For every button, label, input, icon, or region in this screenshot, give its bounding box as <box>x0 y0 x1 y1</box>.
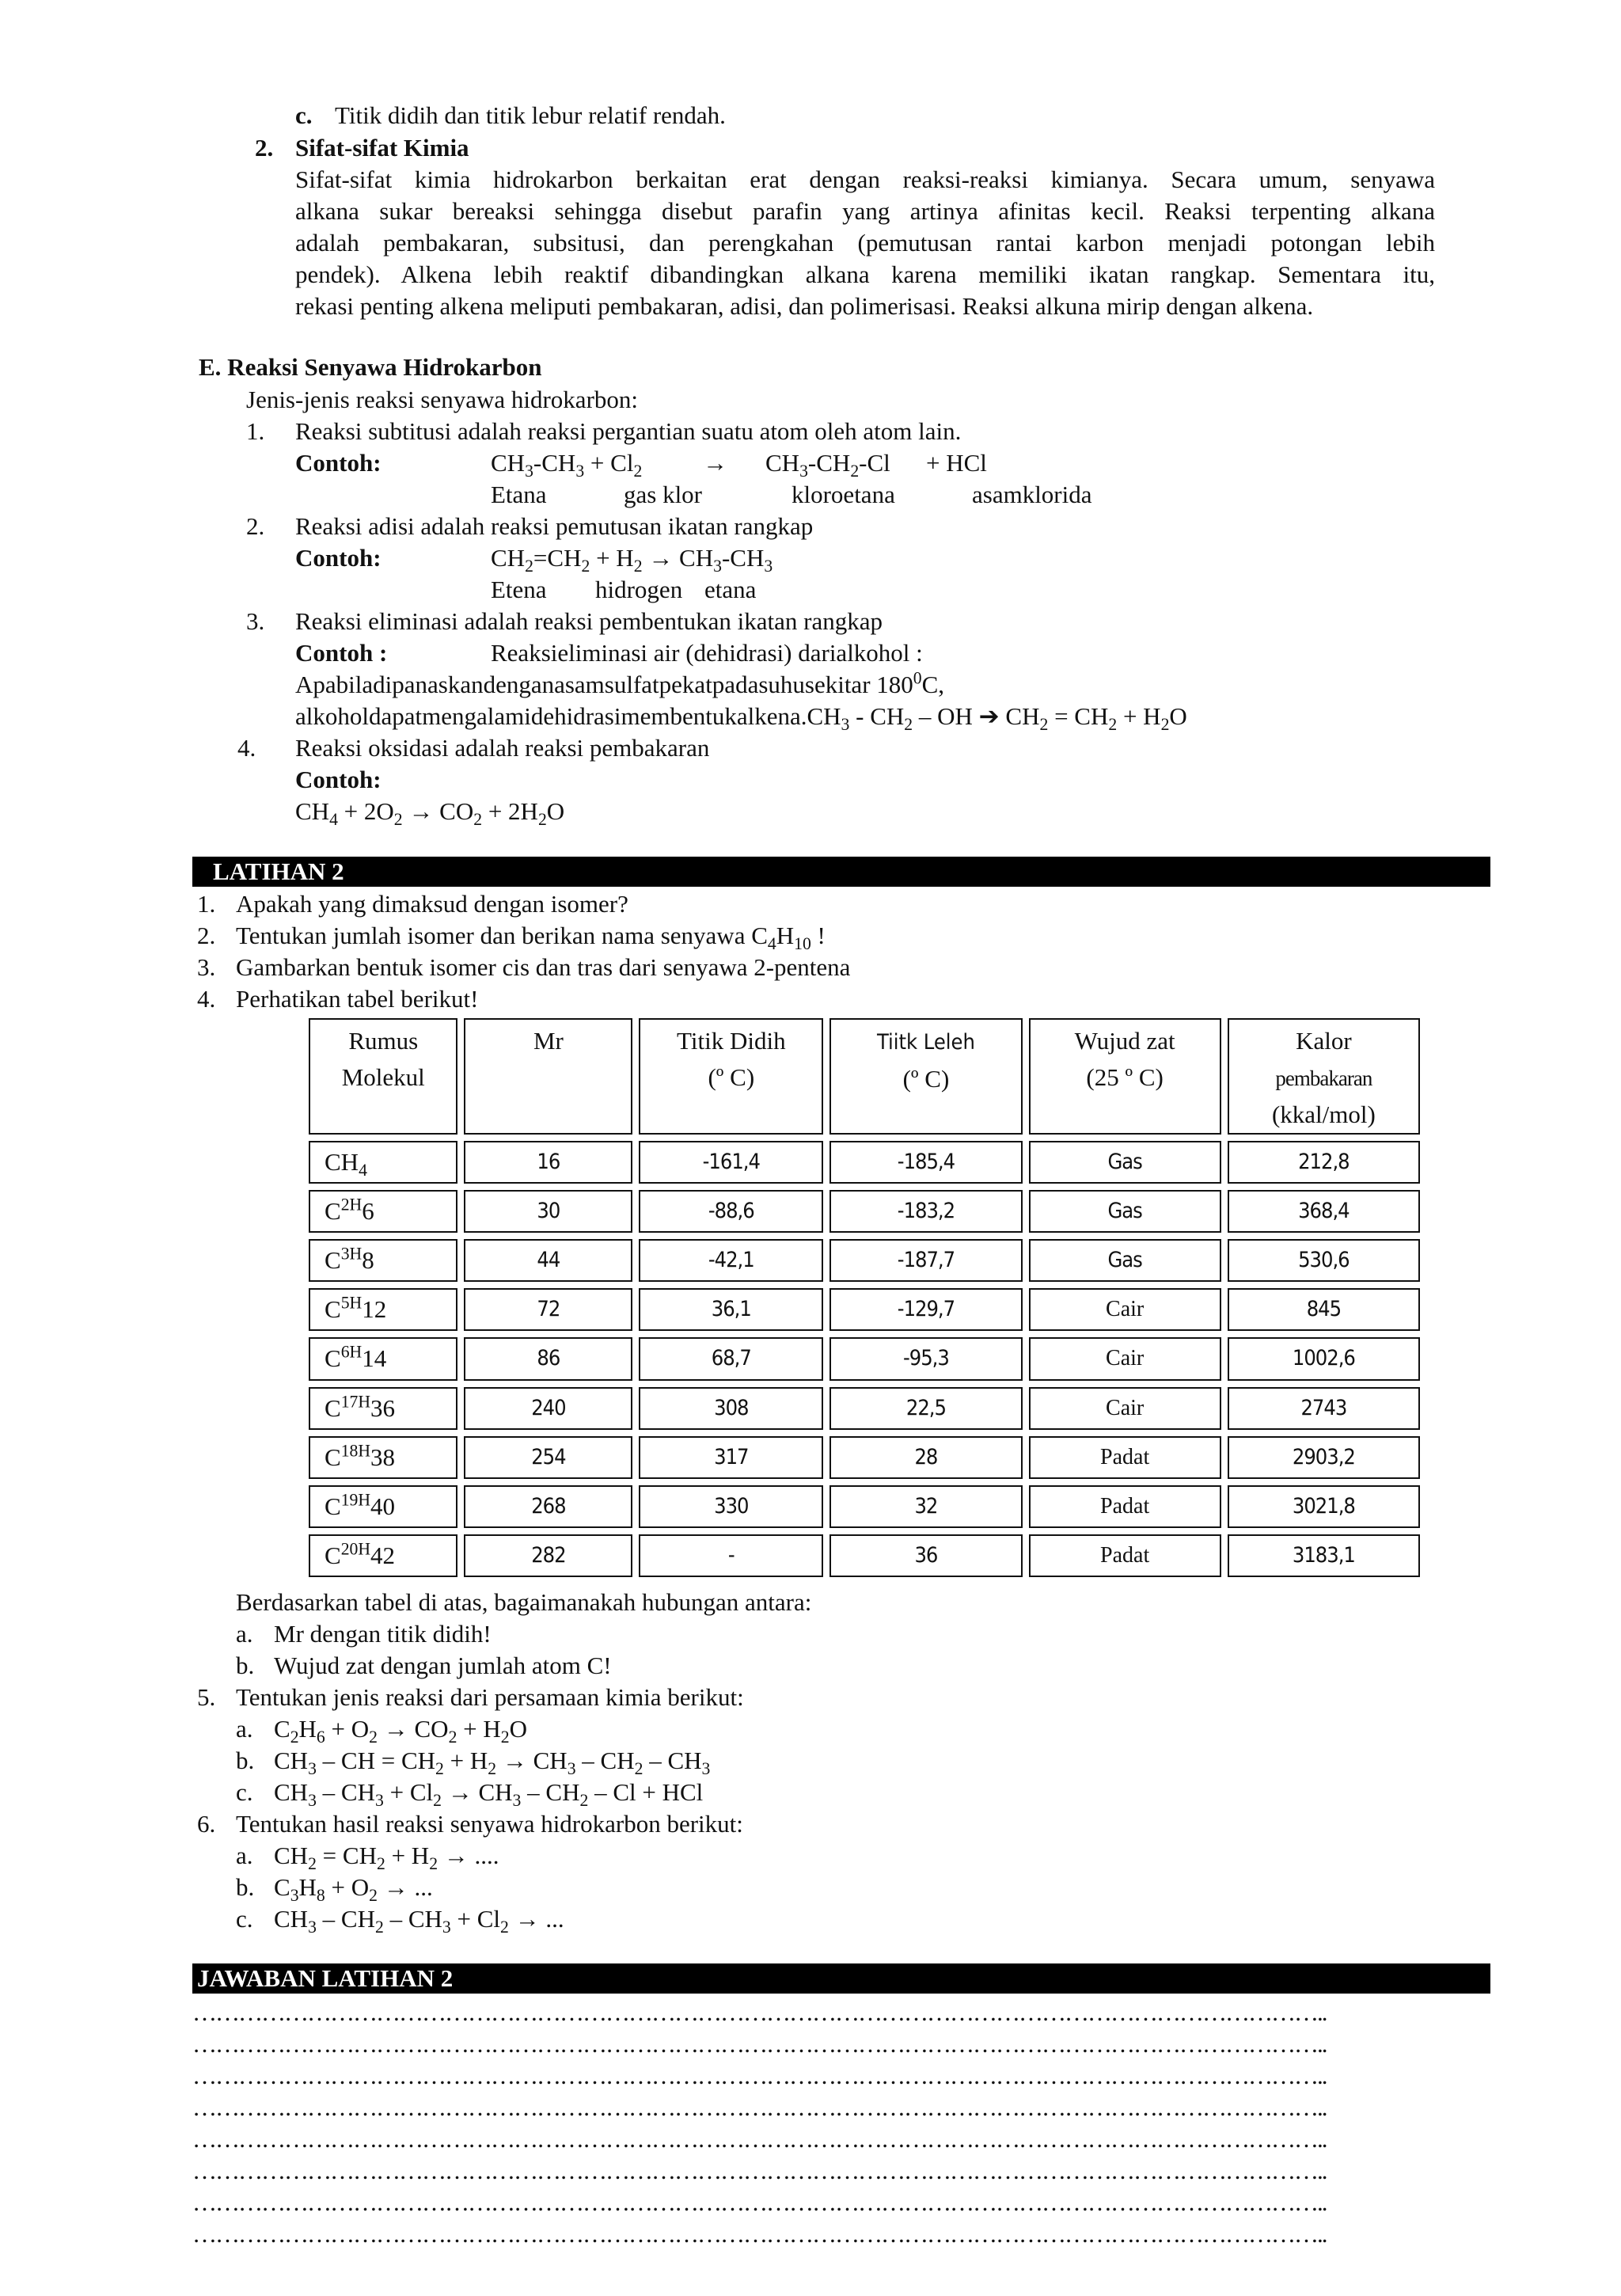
answer-line[interactable]: ………………………………………………………………………………………………………………………………….. <box>192 2030 1327 2058</box>
header-rumus-molekul: Rumus Molekul <box>309 1018 457 1135</box>
header-mr: Mr <box>464 1018 632 1135</box>
q5a-equation: $C_2H_6 + O_2 \to CO_2 + H_2O$ <box>274 1715 528 1747</box>
q6a-equation: $CH_2 = CH_2 + H_2$ → .... <box>274 1842 499 1874</box>
answer-line[interactable]: ………………………………………………………………………………………………………………………………….. <box>192 2062 1327 2089</box>
cell-titik-leleh: -129,7 <box>829 1288 1022 1331</box>
q5c-label: c. <box>236 1778 253 1806</box>
answer-line[interactable]: ………………………………………………………………………………………………………………………………….. <box>192 1998 1327 2026</box>
cell-titik-didih: 330 <box>639 1485 823 1528</box>
answer-line[interactable]: ………………………………………………………………………………………………………………………………….. <box>192 2125 1327 2153</box>
cell-kalor: 3021,8 <box>1228 1485 1420 1528</box>
reaction-3-description: Reaksieliminasi air (dehidrasi) darialkohol : <box>491 639 923 667</box>
cell-wujud-zat: Cair <box>1029 1387 1221 1430</box>
table-row <box>309 1141 1420 1184</box>
table-header-row <box>309 1018 1420 1135</box>
cell-mr: 30 <box>464 1190 632 1233</box>
hydrocarbon-table <box>302 1012 1426 1583</box>
cell-rumus-molekul: $C^{17H}36$ <box>309 1387 457 1430</box>
table-row <box>309 1534 1420 1577</box>
reaction-2-name-etana: etana <box>704 576 757 603</box>
reaction-3-text: Reaksi eliminasi adalah reaksi pembentukan ikatan rangkap <box>295 607 883 635</box>
reaction-2-equation: $CH_2=CH_2 + H_2 \to CH_3-CH_3$ <box>491 544 773 576</box>
jawaban-header-bar <box>192 1963 1490 1994</box>
q4-text: Perhatikan tabel berikut! <box>236 985 479 1013</box>
cell-kalor: 1002,6 <box>1228 1337 1420 1380</box>
cell-mr: 44 <box>464 1239 632 1282</box>
section-e-heading: E. Reaksi Senyawa Hidrokarbon <box>199 353 542 381</box>
cell-titik-leleh: -185,4 <box>829 1141 1022 1184</box>
q6b-label: b. <box>236 1873 255 1901</box>
cell-mr: 254 <box>464 1436 632 1479</box>
para-line-4: pendek). Alkena lebih reaktif dibandingkan alkana karena memiliki ikatan rangkap. Sementara itu, <box>295 260 1435 288</box>
section-e-intro: Jenis-jenis reaksi senyawa hidrokarbon: <box>246 386 639 413</box>
cell-kalor: 530,6 <box>1228 1239 1420 1282</box>
q3-text: Gambarkan bentuk isomer cis dan tras dari senyawa 2-pentena <box>236 953 851 981</box>
cell-kalor: 2903,2 <box>1228 1436 1420 1479</box>
cell-titik-didih: -42,1 <box>639 1239 823 1282</box>
header-titik-leleh: Tiitk Leleh (º C) <box>829 1018 1022 1135</box>
table-row <box>309 1485 1420 1528</box>
cell-rumus-molekul: $C^{2H}6$ <box>309 1190 457 1233</box>
cell-rumus-molekul: $C^{3H}8$ <box>309 1239 457 1282</box>
q3-number: 3. <box>197 953 216 981</box>
answer-line[interactable]: ………………………………………………………………………………………………………………………………….. <box>192 2220 1327 2248</box>
reaction-3-contoh: Contoh : <box>295 639 388 667</box>
cell-titik-didih: -161,4 <box>639 1141 823 1184</box>
cell-titik-leleh: 22,5 <box>829 1387 1022 1430</box>
cell-kalor: 3183,1 <box>1228 1534 1420 1577</box>
reaction-1-text: Reaksi subtitusi adalah reaksi pergantian suatu atom oleh atom lain. <box>295 417 962 445</box>
cell-rumus-molekul: $CH_4$ <box>309 1141 457 1184</box>
cell-titik-didih: - <box>639 1534 823 1577</box>
cell-titik-didih: 36,1 <box>639 1288 823 1331</box>
q6c-equation: $CH_3 - CH_2 - CH_3 + Cl_2$ → ... <box>274 1905 564 1937</box>
cell-rumus-molekul: $C^{5H}12$ <box>309 1288 457 1331</box>
q6c-label: c. <box>236 1905 253 1933</box>
cell-titik-didih: 68,7 <box>639 1337 823 1380</box>
reaction-1-contoh: Contoh: <box>295 449 382 477</box>
cell-mr: 86 <box>464 1337 632 1380</box>
q5-text: Tentukan jenis reaksi dari persamaan kimia berikut: <box>236 1683 744 1711</box>
q4a-text: Mr dengan titik didih! <box>274 1620 492 1648</box>
cell-titik-leleh: -187,7 <box>829 1239 1022 1282</box>
item2-title: Sifat-sifat Kimia <box>295 134 469 162</box>
q2-number: 2. <box>197 922 216 949</box>
table-row <box>309 1387 1420 1430</box>
cell-wujud-zat: Padat <box>1029 1436 1221 1479</box>
para-line-5: rekasi penting alkena meliputi pembakaran, adisi, dan polimerisasi. Reaksi alkuna mirip dengan alkena. <box>295 292 1314 320</box>
cell-mr: 268 <box>464 1485 632 1528</box>
cell-titik-didih: -88,6 <box>639 1190 823 1233</box>
reaction-3-equation: $alkoholdapatmengalamidehidrasimembentukalkena.CH_3 - CH_2$ – OH ➔ $CH_2 = CH_2 + H_2O$ <box>295 702 1187 735</box>
cell-rumus-molekul: $C^{20H}42$ <box>309 1534 457 1577</box>
reaction-4-number: 4. <box>237 734 256 762</box>
after-table-text: Berdasarkan tabel di atas, bagaimanakah hubungan antara: <box>236 1588 812 1616</box>
cell-rumus-molekul: $C^{19H}40$ <box>309 1485 457 1528</box>
para-line-3: adalah pembakaran, subsitusi, dan perengkahan (pemutusan rantai karbon menjadi potongan lebih <box>295 229 1435 257</box>
cell-titik-leleh: 32 <box>829 1485 1022 1528</box>
cell-titik-leleh: -183,2 <box>829 1190 1022 1233</box>
answer-line[interactable]: ………………………………………………………………………………………………………………………………….. <box>192 2188 1327 2216</box>
table-row <box>309 1337 1420 1380</box>
q2-text: Tentukan jumlah isomer dan berikan nama senyawa $C_4H_{10}$ ! <box>236 922 826 954</box>
reaction-2-name-hidrogen: hidrogen <box>595 576 683 603</box>
para-line-2: alkana sukar bereaksi sehingga disebut parafin yang artinya afinitas kecil. Reaksi terpenting alkana <box>295 197 1435 225</box>
q5b-equation: $CH_3$ – CH = $CH_2 + H_2 \to CH_3 - CH_2 - CH_3$ <box>274 1747 711 1779</box>
q4b-label: b. <box>236 1652 255 1679</box>
reaction-1-name-gasklor: gas klor <box>624 481 703 508</box>
cell-kalor: 368,4 <box>1228 1190 1420 1233</box>
q6-text: Tentukan hasil reaksi senyawa hidrokarbon berikut: <box>236 1810 743 1838</box>
cell-wujud-zat: Gas <box>1029 1239 1221 1282</box>
cell-mr: 282 <box>464 1534 632 1577</box>
jawaban-title: JAWABAN LATIHAN 2 <box>197 1964 454 1992</box>
cell-wujud-zat: Cair <box>1029 1288 1221 1331</box>
cell-wujud-zat: Gas <box>1029 1141 1221 1184</box>
cell-titik-leleh: -95,3 <box>829 1337 1022 1380</box>
cell-titik-leleh: 28 <box>829 1436 1022 1479</box>
q4a-label: a. <box>236 1620 253 1648</box>
cell-mr: 72 <box>464 1288 632 1331</box>
table-row <box>309 1288 1420 1331</box>
table-row <box>309 1436 1420 1479</box>
reaction-2-name-etena: Etena <box>491 576 547 603</box>
reaction-1-name-etana: Etana <box>491 481 547 508</box>
reaction-1-equation-right: $CH_3-CH_2-Cl$ <box>765 449 890 481</box>
latihan-header-bar <box>192 857 1490 887</box>
reaction-1-arrow: → <box>703 449 727 477</box>
answer-line[interactable]: ………………………………………………………………………………………………………………………………….. <box>192 2093 1327 2121</box>
q5c-equation: $CH_3 - CH_3 + Cl_2 \to CH_3 - CH_2 - Cl$ + HCl <box>274 1778 704 1811</box>
cell-titik-leleh: 36 <box>829 1534 1022 1577</box>
answer-line[interactable]: ………………………………………………………………………………………………………………………………….. <box>192 2157 1327 2184</box>
reaction-1-name-kloroetana: kloroetana <box>792 481 895 508</box>
table-row <box>309 1190 1420 1233</box>
cell-kalor: 845 <box>1228 1288 1420 1331</box>
q6-number: 6. <box>197 1810 216 1838</box>
cell-rumus-molekul: $C^{18H}38$ <box>309 1436 457 1479</box>
cell-mr: 240 <box>464 1387 632 1430</box>
item2-number: 2. <box>255 134 274 162</box>
reaction-2-text: Reaksi adisi adalah reaksi pemutusan ikatan rangkap <box>295 512 814 540</box>
item-c-label: c. <box>295 101 313 129</box>
reaction-4-contoh: Contoh: <box>295 766 382 793</box>
latihan-title: LATIHAN 2 <box>213 857 344 885</box>
q6b-equation: $C_3H_8 + O_2$ → ... <box>274 1873 433 1906</box>
reaction-3-number: 3. <box>246 607 265 635</box>
header-kalor: Kalor pembakaran (kkal/mol) <box>1228 1018 1420 1135</box>
q5b-label: b. <box>236 1747 255 1774</box>
cell-rumus-molekul: $C^{6H}14$ <box>309 1337 457 1380</box>
reaction-2-contoh: Contoh: <box>295 544 382 572</box>
reaction-1-name-asamklorida: asamklorida <box>972 481 1092 508</box>
q5a-label: a. <box>236 1715 253 1743</box>
reaction-2-number: 2. <box>246 512 265 540</box>
item-c-text: Titik didih dan titik lebur relatif rendah. <box>335 101 726 129</box>
cell-kalor: 212,8 <box>1228 1141 1420 1184</box>
reaction-1-equation-left: $CH_3-CH_3 + Cl_2$ <box>491 449 643 481</box>
q4-number: 4. <box>197 985 216 1013</box>
cell-titik-didih: 308 <box>639 1387 823 1430</box>
reaction-3-condition: Apabiladipanaskandenganasamsulfatpekatpadasuhusekitar $180^0C$, <box>295 668 945 698</box>
para-line-1: Sifat-sifat kimia hidrokarbon berkaitan erat dengan reaksi-reaksi kimianya. Secara umum, senyawa <box>295 165 1435 193</box>
cell-wujud-zat: Gas <box>1029 1190 1221 1233</box>
reaction-4-equation: $CH_4 + 2O_2 \to CO_2 + 2H_2O$ <box>295 797 565 830</box>
q6a-label: a. <box>236 1842 253 1869</box>
cell-wujud-zat: Padat <box>1029 1485 1221 1528</box>
q1-text: Apakah yang dimaksud dengan isomer? <box>236 890 628 918</box>
q5-number: 5. <box>197 1683 216 1711</box>
reaction-4-text: Reaksi oksidasi adalah reaksi pembakaran <box>295 734 710 762</box>
header-titik-didih: Titik Didih (º C) <box>639 1018 823 1135</box>
q1-number: 1. <box>197 890 216 918</box>
header-wujud-zat: Wujud zat (25 º C) <box>1029 1018 1221 1135</box>
cell-mr: 16 <box>464 1141 632 1184</box>
arrow-right-icon: ➔ <box>978 702 1000 730</box>
cell-wujud-zat: Padat <box>1029 1534 1221 1577</box>
reaction-1-number: 1. <box>246 417 265 445</box>
table-row <box>309 1239 1420 1282</box>
cell-wujud-zat: Cair <box>1029 1337 1221 1380</box>
reaction-1-hcl: + HCl <box>926 449 987 477</box>
q4b-text: Wujud zat dengan jumlah atom C! <box>274 1652 612 1679</box>
cell-titik-didih: 317 <box>639 1436 823 1479</box>
cell-kalor: 2743 <box>1228 1387 1420 1430</box>
